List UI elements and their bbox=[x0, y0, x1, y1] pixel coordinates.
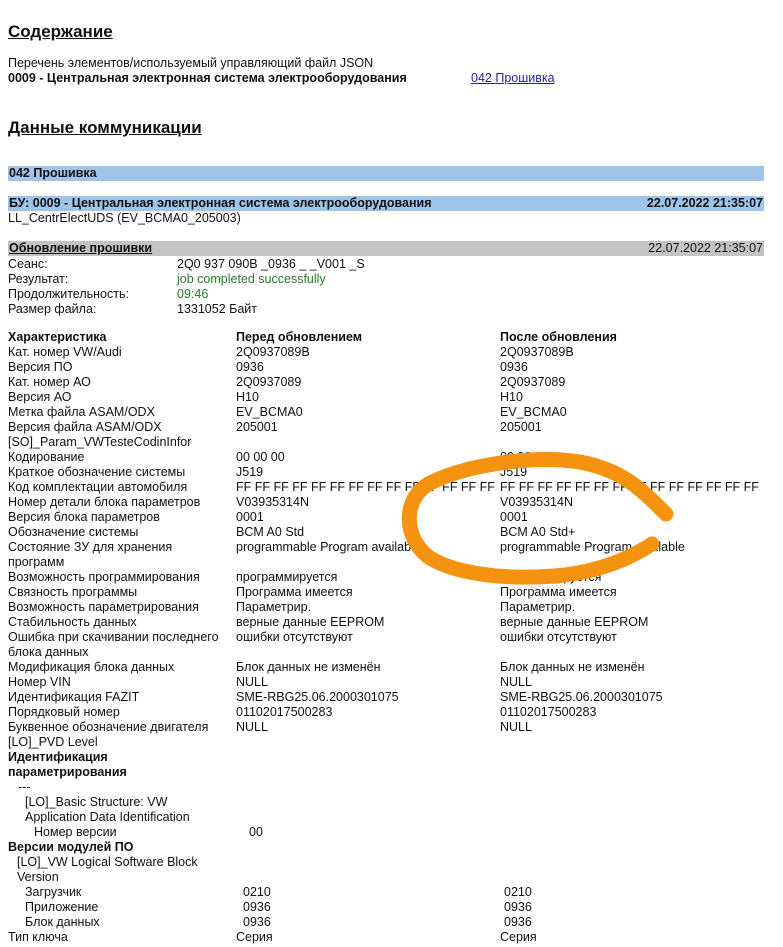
application-label: Приложение bbox=[25, 900, 99, 914]
table-row-10-row-after: V03935314N bbox=[500, 495, 573, 509]
section-bar-firmware bbox=[8, 166, 764, 181]
table-row-9-row-before: FF FF FF FF FF FF FF FF FF FF FF FF FF FF bbox=[236, 480, 495, 494]
table-row-4-row-label: Метка файла ASAM/ODX bbox=[8, 405, 155, 419]
table-row-2-row-after: 2Q0937089 bbox=[500, 375, 566, 389]
table-row-2-row-before: 2Q0937089 bbox=[236, 375, 302, 389]
param-id-dashes: --- bbox=[18, 780, 31, 794]
elements-list-label: Перечень элементов/используемый управляющий файл JSON bbox=[8, 56, 374, 70]
table-row-9-row-after: FF FF FF FF FF FF FF FF FF FF FF FF FF FF bbox=[500, 480, 759, 494]
table-row-3-row-before: H10 bbox=[236, 390, 259, 404]
table-row-19-row-label: Ошибка при скачивании последнего bbox=[8, 630, 219, 644]
table-row-18-row-before: верные данные EEPROM bbox=[236, 615, 385, 629]
table-row-0-row-label: Кат. номер VW/Audi bbox=[8, 345, 122, 359]
table-row-7-row-before: 00 00 00 bbox=[236, 450, 285, 464]
table-row-16-row-label: Связность программы bbox=[8, 585, 138, 599]
table-row-5-row-label: Версия файла ASAM/ODX bbox=[8, 420, 162, 434]
ecu-bar-date: 22.07.2022 21:35:07 bbox=[646, 196, 763, 210]
table-row-19-row-after: ошибки отсутствуют bbox=[500, 630, 617, 644]
loader-before: 0210 bbox=[243, 885, 271, 899]
table-row-0-row-after: 2Q0937089B bbox=[500, 345, 574, 359]
table-row-12-row-label: Обозначение системы bbox=[8, 525, 139, 539]
table-row-3-row-after: H10 bbox=[500, 390, 523, 404]
table-row-10-row-before: V03935314N bbox=[236, 495, 309, 509]
duration-label: Продолжительность: bbox=[8, 287, 129, 301]
table-row-15-row-after: программируется bbox=[500, 570, 602, 584]
version-number-value: 00 bbox=[249, 825, 263, 839]
version-number-label: Номер версии bbox=[34, 825, 117, 839]
table-row-1-row-before: 0936 bbox=[236, 360, 264, 374]
comm-title: Данные коммуникации bbox=[8, 118, 202, 137]
table-row-25-row-before: NULL bbox=[236, 720, 268, 734]
section-bar-label: 042 Прошивка bbox=[9, 166, 97, 180]
annotation-stroke bbox=[409, 460, 666, 577]
table-row-10-row-label: Номер детали блока параметров bbox=[8, 495, 201, 509]
key-type-after: Серия bbox=[500, 930, 537, 944]
session-label: Сеанс: bbox=[8, 257, 48, 271]
table-row-17-row-after: Параметрир. bbox=[500, 600, 576, 614]
table-row-21-row-label: Модификация блока данных bbox=[8, 660, 175, 674]
datablock-label: Блок данных bbox=[25, 915, 100, 929]
table-row-5-row-after: 205001 bbox=[500, 420, 542, 434]
table-row-26-row-label: [LO]_PVD Level bbox=[8, 735, 98, 749]
table-row-13-row-after: programmable Program available bbox=[500, 540, 685, 554]
table-row-22-row-before: NULL bbox=[236, 675, 268, 689]
col-header-characteristic: Характеристика bbox=[8, 330, 107, 344]
table-row-3-row-label: Версия АО bbox=[8, 390, 72, 404]
table-row-15-row-label: Возможность программирования bbox=[8, 570, 200, 584]
result-label: Результат: bbox=[8, 272, 69, 286]
sw-block-line2: Version bbox=[17, 870, 59, 884]
table-row-11-row-before: 0001 bbox=[236, 510, 264, 524]
param-id-title-2: параметрирования bbox=[8, 765, 127, 779]
table-row-13-row-label: Состояние ЗУ для хранения bbox=[8, 540, 173, 554]
basic-structure: [LO]_Basic Structure: VW bbox=[25, 795, 168, 809]
table-row-8-row-after: J519 bbox=[500, 465, 528, 479]
table-row-23-row-after: SME-RBG25.06.2000301075 bbox=[500, 690, 663, 704]
table-row-21-row-after: Блок данных не изменён bbox=[500, 660, 645, 674]
application-after: 0936 bbox=[504, 900, 532, 914]
size-value: 1331052 Байт bbox=[177, 302, 257, 316]
table-row-8-row-before: J519 bbox=[236, 465, 264, 479]
table-row-4-row-before: EV_BCMA0 bbox=[236, 405, 303, 419]
table-row-4-row-after: EV_BCMA0 bbox=[500, 405, 567, 419]
table-row-15-row-before: программируется bbox=[236, 570, 338, 584]
loader-label: Загрузчик bbox=[25, 885, 82, 899]
datablock-before: 0936 bbox=[243, 915, 271, 929]
table-row-23-row-before: SME-RBG25.06.2000301075 bbox=[236, 690, 399, 704]
ecu-bar-label: БУ: 0009 - Центральная электронная система электрооборудования bbox=[9, 196, 432, 210]
contents-title: Содержание bbox=[8, 22, 113, 41]
app-data-id: Application Data Identification bbox=[25, 810, 190, 824]
ecu-name: 0009 - Центральная электронная система электрооборудования bbox=[8, 71, 407, 85]
table-row-14-row-label: программ bbox=[8, 555, 65, 569]
table-row-20-row-label: блока данных bbox=[8, 645, 89, 659]
firmware-link[interactable]: 042 Прошивка bbox=[471, 71, 555, 85]
table-row-1-row-after: 0936 bbox=[500, 360, 528, 374]
table-row-7-row-after: 00 00 00 bbox=[500, 450, 549, 464]
table-row-17-row-label: Возможность параметрирования bbox=[8, 600, 199, 614]
result-value: job completed successfully bbox=[177, 272, 326, 286]
table-row-11-row-label: Версия блока параметров bbox=[8, 510, 160, 524]
ecu-file: LL_CentrElectUDS (EV_BCMA0_205003) bbox=[8, 211, 241, 225]
table-row-16-row-after: Программа имеется bbox=[500, 585, 617, 599]
session-value: 2Q0 937 090B _0936 _ _V001 _S bbox=[177, 257, 365, 271]
table-row-5-row-before: 205001 bbox=[236, 420, 278, 434]
table-row-21-row-before: Блок данных не изменён bbox=[236, 660, 381, 674]
col-header-before: Перед обновлением bbox=[236, 330, 362, 344]
table-row-8-row-label: Краткое обозначение системы bbox=[8, 465, 186, 479]
table-row-12-row-after: BCM A0 Std+ bbox=[500, 525, 576, 539]
loader-after: 0210 bbox=[504, 885, 532, 899]
ecu-bar bbox=[8, 196, 764, 211]
table-row-18-row-after: верные данные EEPROM bbox=[500, 615, 649, 629]
table-row-16-row-before: Программа имеется bbox=[236, 585, 353, 599]
update-bar bbox=[8, 241, 764, 256]
table-row-13-row-before: programmable Program available bbox=[236, 540, 421, 554]
duration-value: 09:46 bbox=[177, 287, 209, 301]
update-date: 22.07.2022 21:35:07 bbox=[648, 241, 763, 255]
key-type-before: Серия bbox=[236, 930, 273, 944]
update-title: Обновление прошивки bbox=[9, 241, 153, 255]
sw-block-line1: [LO]_VW Logical Software Block bbox=[17, 855, 198, 869]
table-row-24-row-before: 01102017500283 bbox=[236, 705, 333, 719]
table-row-19-row-before: ошибки отсутствуют bbox=[236, 630, 353, 644]
table-row-25-row-after: NULL bbox=[500, 720, 532, 734]
table-row-1-row-label: Версия ПО bbox=[8, 360, 73, 374]
key-type-label: Тип ключа bbox=[8, 930, 68, 944]
table-row-23-row-label: Идентификация FAZIT bbox=[8, 690, 140, 704]
table-row-22-row-after: NULL bbox=[500, 675, 532, 689]
table-row-2-row-label: Кат. номер АО bbox=[8, 375, 91, 389]
table-row-6-row-label: [SO]_Param_VWTesteCodinInfor bbox=[8, 435, 192, 449]
col-header-after: После обновления bbox=[500, 330, 617, 344]
table-row-9-row-label: Код комплектации автомобиля bbox=[8, 480, 188, 494]
table-row-11-row-after: 0001 bbox=[500, 510, 528, 524]
param-id-title-1: Идентификация bbox=[8, 750, 108, 764]
table-row-22-row-label: Номер VIN bbox=[8, 675, 71, 689]
table-row-24-row-label: Порядковый номер bbox=[8, 705, 120, 719]
datablock-after: 0936 bbox=[504, 915, 532, 929]
table-row-12-row-before: BCM A0 Std bbox=[236, 525, 305, 539]
table-row-0-row-before: 2Q0937089B bbox=[236, 345, 310, 359]
application-before: 0936 bbox=[243, 900, 271, 914]
table-row-17-row-before: Параметрир. bbox=[236, 600, 312, 614]
table-row-7-row-label: Кодирование bbox=[8, 450, 85, 464]
size-label: Размер файла: bbox=[8, 302, 97, 316]
table-row-18-row-label: Стабильность данных bbox=[8, 615, 137, 629]
table-row-25-row-label: Буквенное обозначение двигателя bbox=[8, 720, 209, 734]
table-row-24-row-after: 01102017500283 bbox=[500, 705, 597, 719]
sw-modules-title: Версии модулей ПО bbox=[8, 840, 134, 854]
